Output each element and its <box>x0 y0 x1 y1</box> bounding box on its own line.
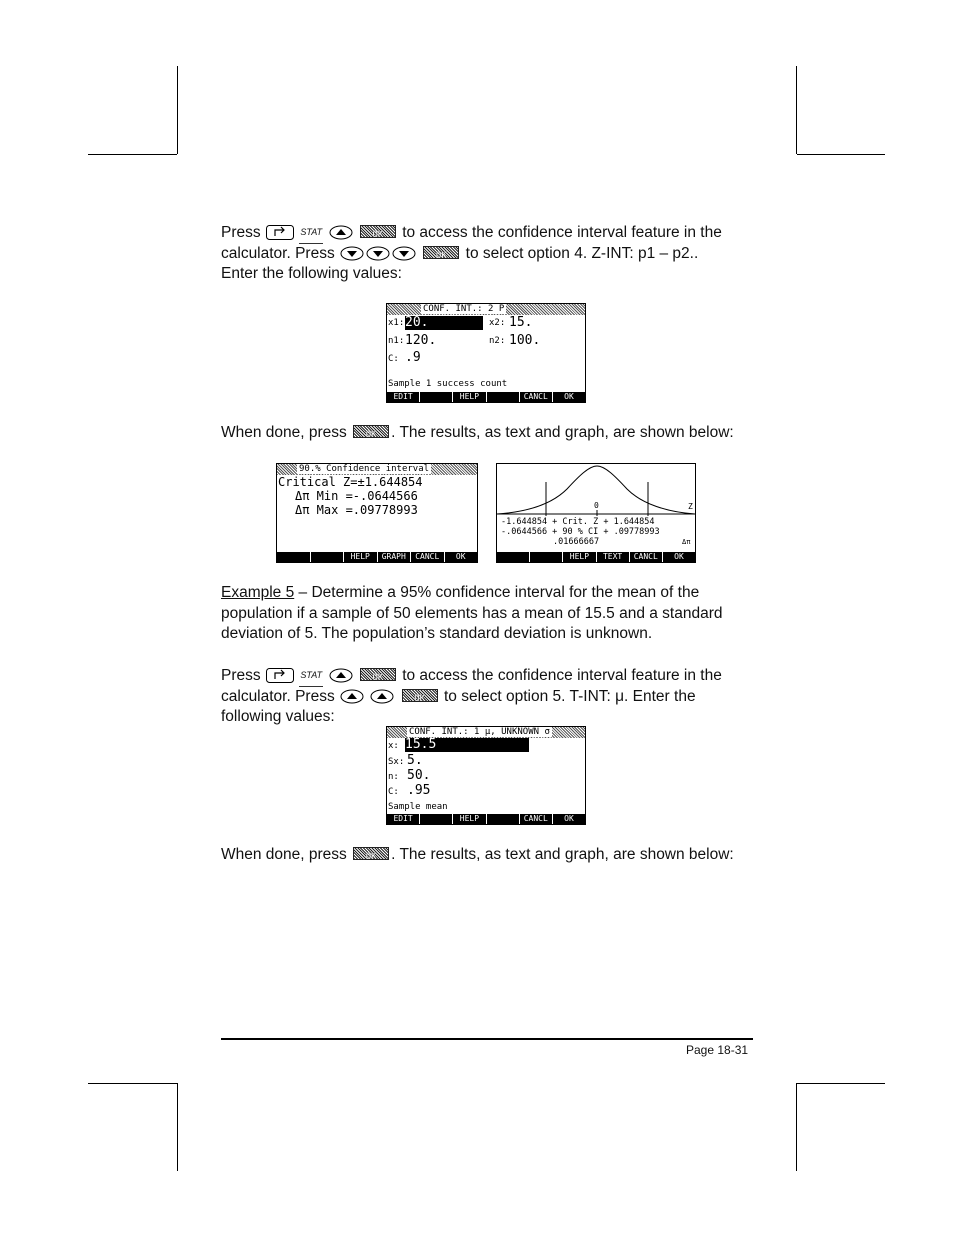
results-intro-2 <box>221 845 761 866</box>
down-arrow-key-icon <box>366 246 390 261</box>
c-field[interactable]: .95 <box>407 783 431 798</box>
softkey-blank[interactable] <box>487 392 520 402</box>
status-line: Sample mean <box>388 802 448 812</box>
critical-z-line: Critical Z=±1.644854 <box>278 475 423 489</box>
softkey-blank[interactable] <box>420 814 453 824</box>
text-line: When done, press <box>221 846 347 863</box>
field-label: C: <box>388 787 399 797</box>
right-shift-key-icon <box>266 668 294 683</box>
up-arrow-key-icon <box>370 689 394 704</box>
field-label: n1: <box>388 336 405 346</box>
text-line: to access the confidence interval feature in the <box>402 224 722 241</box>
text-line: deviation of 5. The population’s standard deviation is unknown. <box>221 625 653 642</box>
up-arrow-key-icon <box>340 689 364 704</box>
field-label: x2: <box>489 318 506 328</box>
n1-field[interactable]: 120. <box>405 333 437 348</box>
softkey-edit[interactable]: EDIT <box>387 392 420 402</box>
results-intro-1 <box>221 423 761 444</box>
down-arrow-key-icon <box>340 246 364 261</box>
status-line: Sample 1 success count <box>388 379 508 389</box>
text-line: to select option 4. Z-INT: p1 – p2.. <box>465 244 699 262</box>
ci-range: -.0644566 + 90 % CI + .09778993 <box>501 527 660 537</box>
softkey-menu <box>387 814 585 824</box>
crop-mark <box>796 1083 797 1171</box>
softkey-blank[interactable] <box>530 552 563 562</box>
softkey-blank[interactable] <box>311 552 345 562</box>
crop-mark <box>796 66 797 154</box>
softkey-ok[interactable]: OK <box>564 392 574 401</box>
text-line: to access the confidence interval feature in the <box>402 667 722 684</box>
n-field[interactable]: 50. <box>407 768 431 783</box>
softkey-blank[interactable] <box>487 814 520 824</box>
crop-mark <box>797 154 885 155</box>
press-text: Press <box>221 667 261 684</box>
softkey-menu <box>497 552 695 562</box>
press-text: Press <box>221 224 261 241</box>
ok-softkey-icon: OK <box>360 225 396 238</box>
ok-softkey-icon: OK <box>423 246 459 259</box>
softkey-cancel[interactable]: CANCL <box>520 814 553 824</box>
softkey-blank[interactable] <box>420 392 453 402</box>
xbar-field[interactable]: 15.5 <box>405 738 529 752</box>
x1-field[interactable]: 20. <box>405 316 483 330</box>
ok-softkey-icon: OK <box>353 847 389 860</box>
softkey-edit[interactable]: EDIT <box>387 814 420 824</box>
softkey-help[interactable]: HELP <box>344 552 378 562</box>
text-line: calculator. Press <box>221 244 335 262</box>
n2-field[interactable]: 100. <box>509 333 541 348</box>
field-label: x1: <box>388 318 405 328</box>
field-label: Sx: <box>388 757 405 767</box>
text-line: calculator. Press <box>221 687 335 705</box>
x2-field[interactable]: 15. <box>509 315 533 330</box>
delta-pi-label: Δπ <box>682 538 691 546</box>
crop-mark <box>88 154 177 155</box>
text-line: . The results, as text and graph, are shown below: <box>391 846 734 863</box>
instructions-paragraph-2 <box>221 665 761 728</box>
min-line: Δπ Min =-.0644566 <box>295 489 418 503</box>
softkey-help[interactable]: HELP <box>453 392 486 402</box>
crop-mark <box>177 1083 178 1171</box>
softkey-ok[interactable]: OK <box>455 552 466 561</box>
max-line: Δπ Max =.09778993 <box>295 503 418 517</box>
page-number: Page 18-31 <box>686 1043 749 1057</box>
calculator-screen-input-form <box>386 303 586 403</box>
screen-title: CONF. INT.: 1 μ, UNKNOWN σ <box>387 727 585 738</box>
field-label: C: <box>388 354 399 364</box>
text-line: – Determine a 95% confidence interval for the mean of the <box>294 584 700 601</box>
calculator-screen-results-graph <box>496 463 696 563</box>
softkey-cancel[interactable]: CANCL <box>630 552 663 562</box>
softkey-ok[interactable]: OK <box>564 814 574 823</box>
softkey-help[interactable]: HELP <box>453 814 486 824</box>
calculator-screen-results-text <box>276 463 478 563</box>
softkey-cancel[interactable]: CANCL <box>411 552 445 562</box>
crop-mark <box>797 1083 885 1084</box>
field-label: n2: <box>489 336 506 346</box>
stat-key-label: STAT <box>299 222 323 244</box>
text-line: Enter the following values: <box>221 265 402 282</box>
footer-rule <box>221 1038 753 1040</box>
text-line: following values: <box>221 708 335 725</box>
stat-key-label: STAT <box>299 665 323 687</box>
screen-title: CONF. INT.: 2 P <box>387 304 585 315</box>
ok-softkey-icon: OK <box>353 425 389 438</box>
calculator-screen-input-form-2 <box>386 726 586 825</box>
right-shift-key-icon <box>266 225 294 240</box>
text-line: to select option 5. T-INT: μ. Enter the <box>443 687 696 705</box>
softkey-text[interactable]: TEXT <box>597 552 630 562</box>
softkey-cancel[interactable]: CANCL <box>520 392 553 402</box>
sx-field[interactable]: 5. <box>407 753 423 768</box>
c-field[interactable]: .9 <box>405 350 421 365</box>
ok-softkey-icon: OK <box>360 668 396 681</box>
instructions-paragraph-1 <box>221 222 761 285</box>
softkey-menu <box>277 552 477 562</box>
zero-label: 0 <box>594 501 599 510</box>
up-arrow-key-icon <box>329 225 353 240</box>
softkey-blank[interactable] <box>497 552 530 562</box>
up-arrow-key-icon <box>329 668 353 683</box>
softkey-graph[interactable]: GRAPH <box>378 552 412 562</box>
field-label: x: <box>388 741 399 751</box>
axis-label: Z <box>688 502 693 511</box>
text-line: When done, press <box>221 424 347 441</box>
softkey-blank[interactable] <box>277 552 311 562</box>
example-title: Example 5 <box>221 584 295 601</box>
critical-z-range: -1.644854 + Crit. Z + 1.644854 <box>501 517 655 527</box>
screen-title: 90.% Confidence interval <box>277 464 477 475</box>
softkey-menu <box>387 392 585 402</box>
estimate-value: .01666667 <box>553 537 600 547</box>
down-arrow-key-icon <box>392 246 416 261</box>
crop-mark <box>88 1083 177 1084</box>
text-line: population if a sample of 50 elements has a mean of 15.5 and a standard <box>221 604 723 622</box>
field-label: n: <box>388 772 399 782</box>
ok-softkey-icon: OK <box>402 689 438 702</box>
example-5-paragraph <box>221 583 761 645</box>
softkey-help[interactable]: HELP <box>563 552 596 562</box>
crop-mark <box>177 66 178 154</box>
softkey-ok[interactable]: OK <box>674 552 684 561</box>
text-line: . The results, as text and graph, are shown below: <box>391 424 734 441</box>
